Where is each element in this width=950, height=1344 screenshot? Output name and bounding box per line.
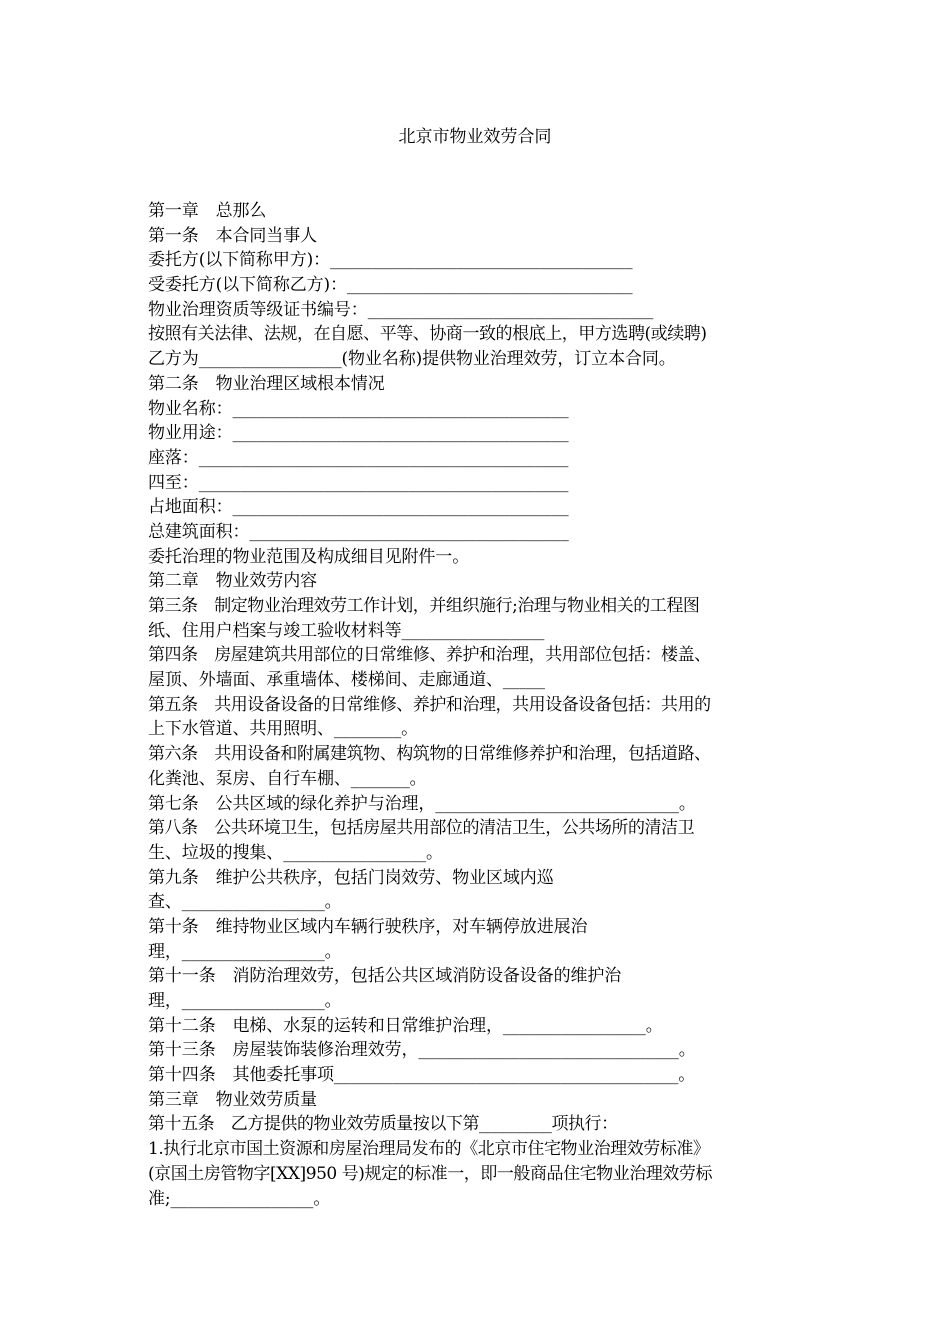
document-line: 第一条 本合同当事人 <box>148 225 317 246</box>
document-line: 第一章 总那么 <box>148 201 267 221</box>
document-line: 第四条 房屋建筑共用部位的日常维修、养护和治理，共用部位包括：楼盖、 <box>148 645 711 666</box>
document-line: 占地面积：________________________________________ <box>148 497 569 518</box>
document-line: 1.执行北京市国土资源和房屋治理局发布的《北京市住宅物业治理效劳标准》 <box>148 1139 710 1160</box>
document-line: 委托方(以下简称甲方)：____________________________________ <box>148 250 633 271</box>
document-line: 四至：____________________________________________ <box>148 472 569 493</box>
document-line: 第十五条 乙方提供的物业效劳质量按以下第_________项执行： <box>148 1114 618 1135</box>
document-line: 第十一条 消防治理效劳，包括公共区域消防设备设备的维护治 <box>148 966 622 987</box>
document-line: 第十二条 电梯、水泵的运转和日常维护治理，_________________。 <box>148 1015 663 1036</box>
document-title: 北京市物业效劳合同 <box>398 127 552 147</box>
document-line: (京国土房管物字[XX]950 号)规定的标准一，即一般商品住宅物业治理效劳标 <box>148 1163 713 1184</box>
document-line: 纸、住用户档案与竣工验收材料等_________________ <box>148 620 545 641</box>
document-line: 第二章 物业效劳内容 <box>148 571 317 592</box>
document-line: 乙方为_________________(物业名称)提供物业治理效劳，订立本合同。 <box>148 349 676 370</box>
document-line: 座落：____________________________________________ <box>148 447 569 468</box>
document-line: 第十条 维持物业区域内车辆行驶秩序，对车辆停放进展治 <box>148 916 588 937</box>
document-line: 查、_________________。 <box>148 892 342 913</box>
document-line: 第六条 共用设备和附属建筑物、构筑物的日常维修养护和治理，包括道路、 <box>148 744 711 765</box>
document-line: 总建筑面积：______________________________________ <box>148 521 569 542</box>
document-line: 物业用途：________________________________________ <box>148 423 569 444</box>
document-line: 第五条 共用设备设备的日常维修、养护和治理，共用设备设备包括：共用的 <box>148 694 711 715</box>
document-line: 按照有关法律、法规，在自愿、平等、协商一致的根底上，甲方选聘(或续聘) <box>148 324 707 345</box>
document-line: 第九条 维护公共秩序，包括门岗效劳、物业区域内巡 <box>148 867 554 888</box>
document-line: 物业名称：________________________________________ <box>148 398 569 419</box>
document-line: 第十三条 房屋装饰装修治理效劳，_______________________________。 <box>148 1040 696 1061</box>
document-line: 第二条 物业治理区域根本情况 <box>148 373 385 394</box>
document-body <box>148 199 808 1211</box>
document-line: 第十四条 其他委托事项_________________________________________。 <box>148 1065 696 1086</box>
document-line: 生、垃圾的搜集、_________________。 <box>148 842 443 863</box>
document-line: 理，_________________。 <box>148 941 342 962</box>
document-line: 委托治理的物业范围及构成细目见附件一。 <box>148 546 470 567</box>
document-line: 化粪池、泵房、自行车棚、_______。 <box>148 768 427 789</box>
document-line: 准;_________________。 <box>148 1188 331 1209</box>
document-line: 第七条 公共区域的绿化养护与治理，_____________________________。 <box>148 793 696 814</box>
document-line: 受委托方(以下简称乙方)：__________________________________ <box>148 275 633 296</box>
document-line: 理，_________________。 <box>148 991 342 1011</box>
document-line: 第三章 物业效劳质量 <box>148 1089 317 1110</box>
document-line: 屋顶、外墙面、承重墙体、楼梯间、走廊通道、_____ <box>148 670 545 691</box>
document-line: 第八条 公共环境卫生，包括房屋共用部位的清洁卫生，公共场所的清洁卫 <box>148 818 695 839</box>
document-line: 物业治理资质等级证书编号：__________________________________ <box>148 299 654 320</box>
document-line: 上下水管道、共用照明、________。 <box>148 719 418 740</box>
document-line: 第三条 制定物业治理效劳工作计划，并组织施行;治理与物业相关的工程图 <box>148 596 700 616</box>
